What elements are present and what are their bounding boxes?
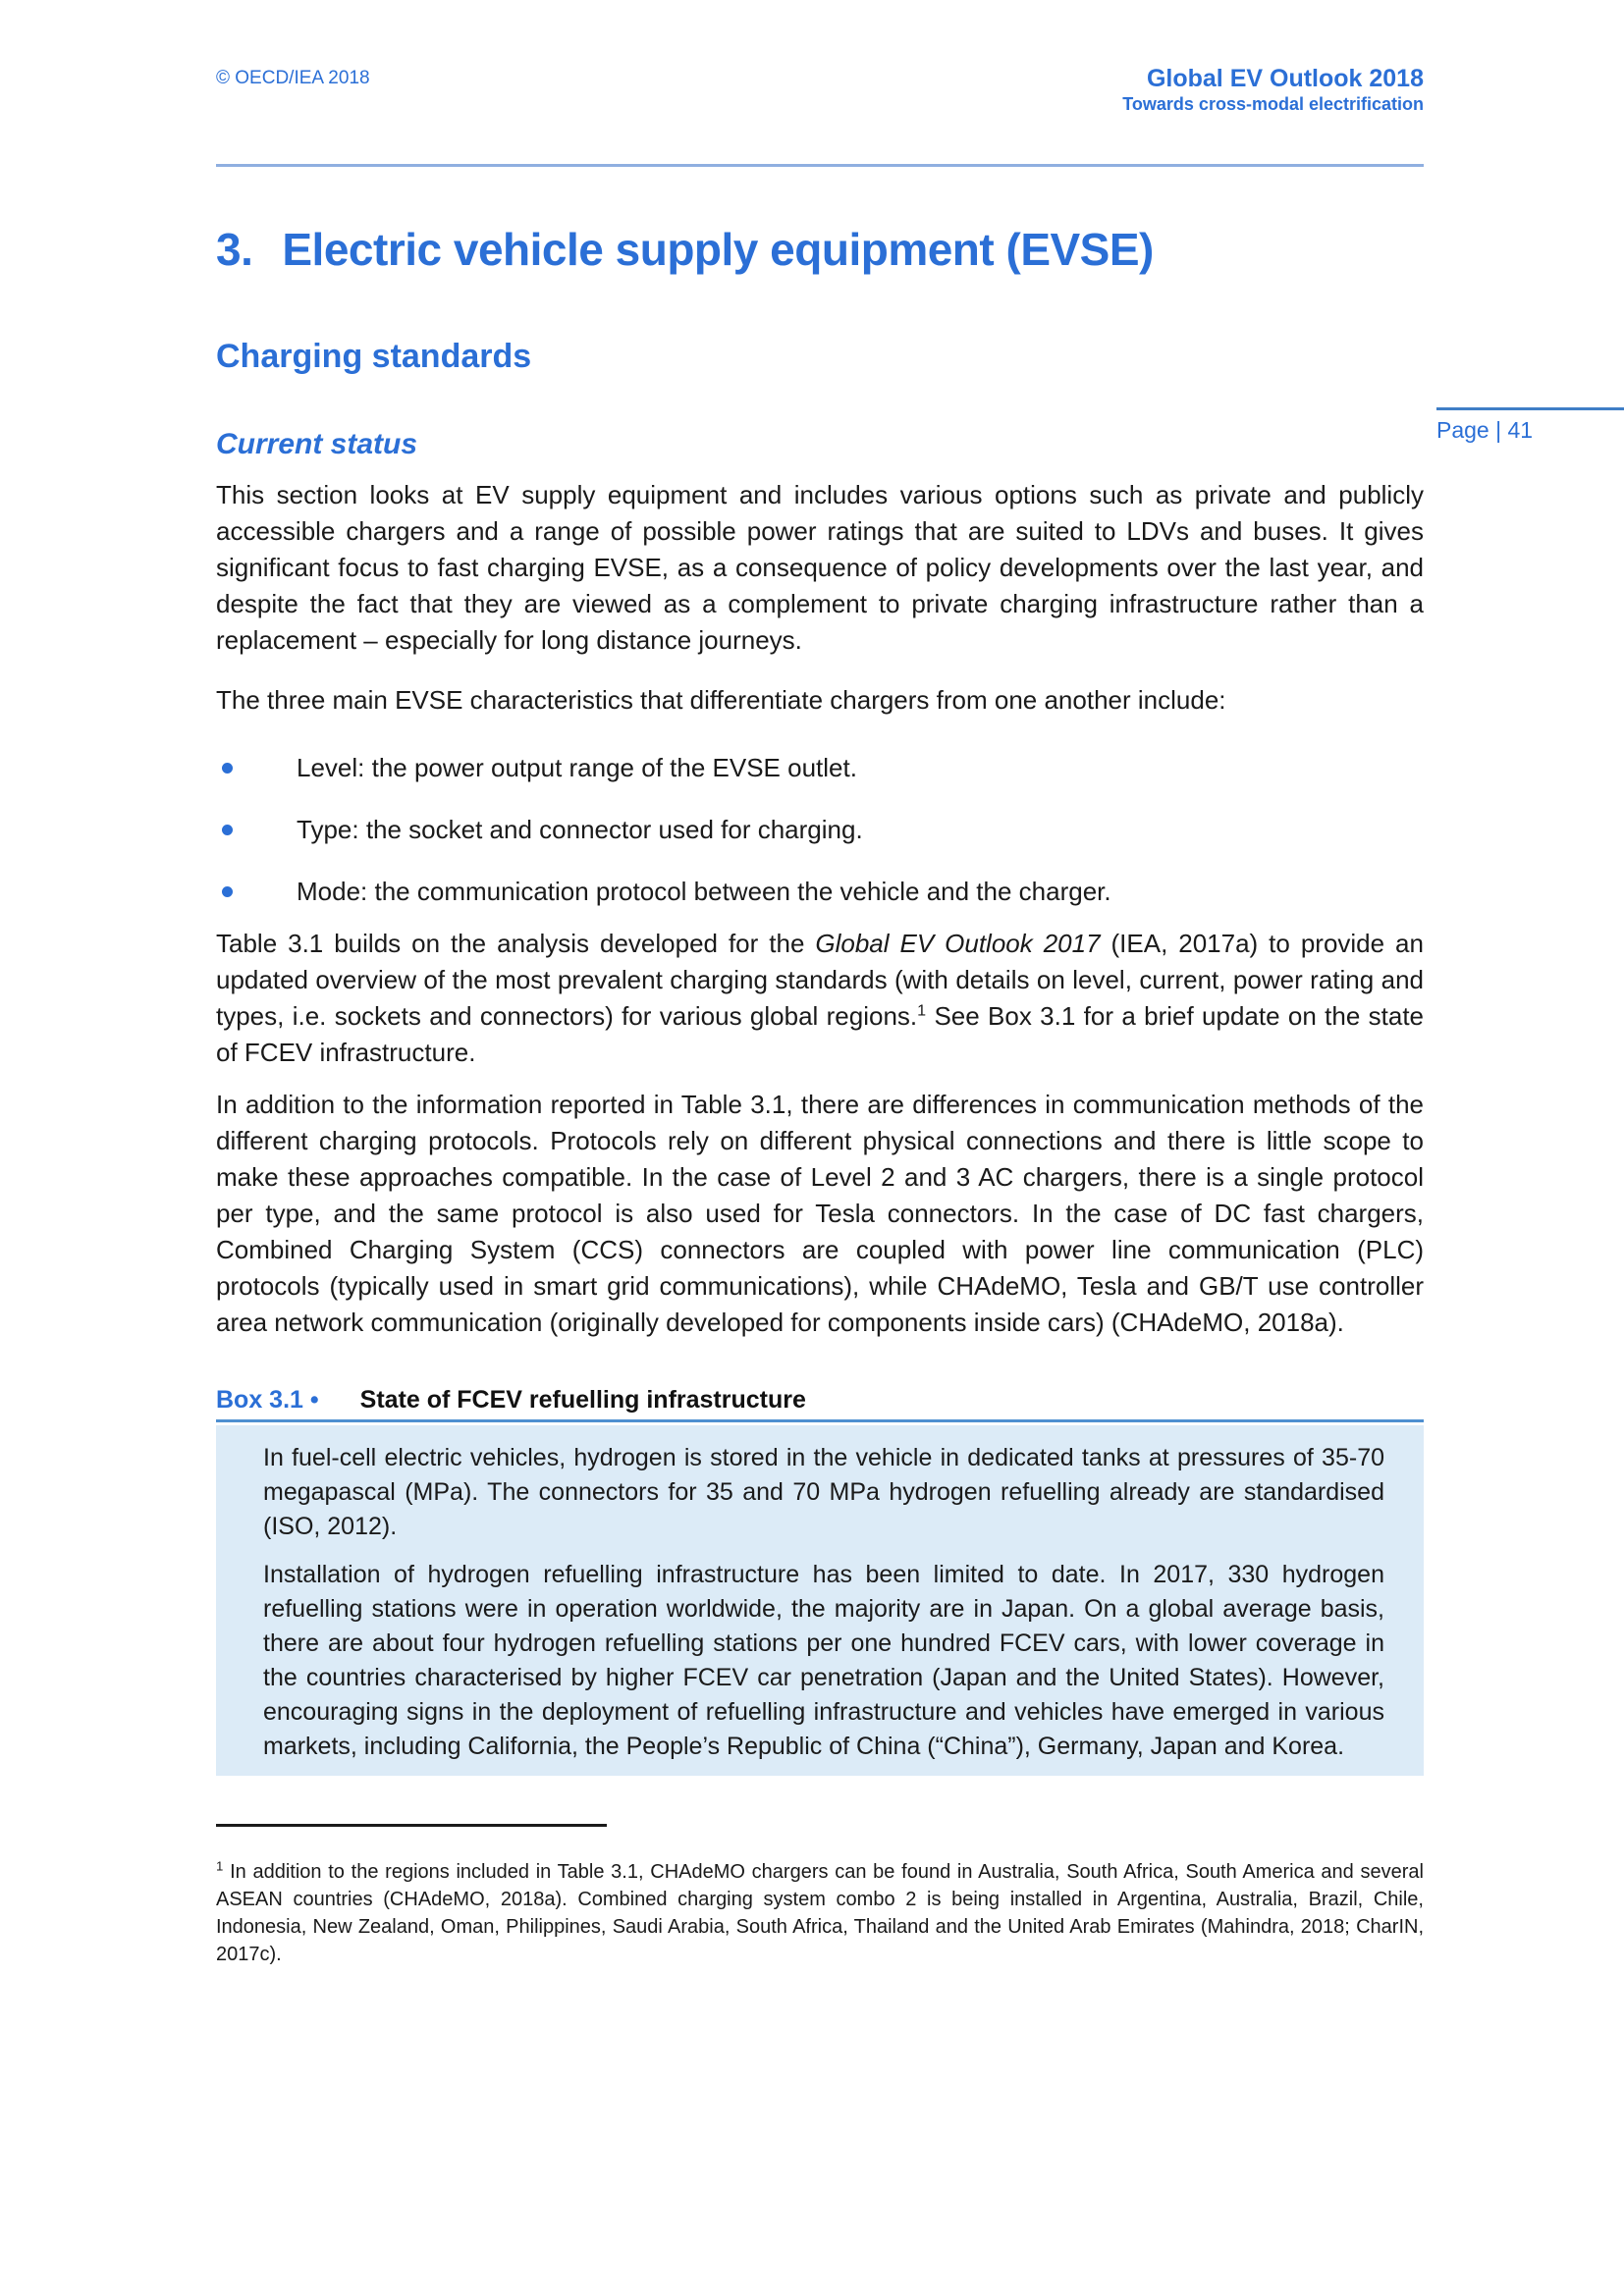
paragraph-table-reference [216, 926, 1424, 1071]
paragraph-communication-protocols: In addition to the information reported in Table 3.1, there are differences in communication methods of the different charging protocols. Protocols rely on different physical connections and there is little scope to make these approaches compatible. In the case of Level 2 and 3 AC chargers, there is a single protocol per type, and the same protocol is also used for Tesla connectors. In the case of DC fast chargers, Combined Charging System (CCS) connectors are coupled with power line communication (PLC) protocols (typically used in smart grid communications), while CHAdeMO, Tesla and GB/T use controller area network communication (originally developed for components inside cars) (CHAdeMO, 2018a). [216, 1090, 1424, 1337]
footnote-text [216, 1858, 1424, 1968]
paragraph-text: (IEA, 2017a) to provide an updated overview of the most prevalent charging standards (with details on level, current, power rating and types, i.e. sockets and connectors) for various global regions. [216, 929, 1424, 1031]
page-number-text: Page | 41 [1436, 417, 1534, 443]
footnote-divider [216, 1824, 607, 1827]
paragraph-section-overview: This section looks at EV supply equipment and includes various options such as private and publicly accessible chargers and a range of possible power ratings that are suited to LDVs and buses. It gives significant focus to fast charging EVSE, as a consequence of policy developments over the last year, and despite the fact that they are viewed as a complement to private charging infrastructure rather than a replacement – especially for long distance journeys. [216, 480, 1424, 655]
list-item-level [216, 750, 1424, 786]
chapter-heading [216, 222, 1424, 277]
info-box-fcev [216, 1425, 1424, 1776]
bullet-icon [222, 763, 233, 774]
paragraph-evse-characteristics-intro: The three main EVSE characteristics that differentiate chargers from one another include: [216, 685, 1226, 715]
report-header-block [1122, 65, 1424, 116]
footnote-marker: 1 [216, 1858, 224, 1874]
list-item-mode [216, 874, 1424, 910]
section-heading: Charging standards [216, 338, 532, 375]
list-item-text: Type: the socket and connector used for charging. [297, 815, 863, 844]
report-title-italic: Global EV Outlook 2017 [815, 929, 1101, 958]
bullet-icon [222, 825, 233, 835]
chapter-title: Electric vehicle supply equipment (EVSE) [282, 224, 1154, 275]
copyright-text: © OECD/IEA 2018 [216, 68, 370, 88]
box-divider [216, 1419, 1424, 1422]
box-paragraph-infrastructure-status: Installation of hydrogen refuelling infrastructure has been limited to date. In 2017, 330 hydrogen refuelling stations were in operation worldwide, the majority are in Japan. On a global average basis, there are about four hydrogen refuelling stations per one hundred FCEV cars, with lower coverage in the countries characterised by higher FCEV car penetration (Japan and the United States). However, encouraging signs in the deployment of refuelling infrastructure and vehicles have emerged in various markets, including California, the People’s Republic of China (“China”), Germany, Japan and Korea. [263, 1561, 1384, 1760]
box-bullet-icon: • [309, 1386, 319, 1414]
chapter-number: 3. [216, 224, 253, 275]
box-heading [216, 1384, 1424, 1415]
page-number-marker [1436, 407, 1624, 444]
list-item-type [216, 812, 1424, 848]
bullet-icon [222, 886, 233, 897]
box-paragraph-hydrogen-storage: In fuel-cell electric vehicles, hydrogen is stored in the vehicle in dedicated tanks at pressures of 35-70 megapascal (MPa). The connectors for 35 and 70 MPa hydrogen refuelling already are standardised (ISO, 2012). [263, 1444, 1384, 1540]
footnote-body: In addition to the regions included in Table 3.1, CHAdeMO chargers can be found in Australia, South Africa, South America and several ASEAN countries (CHAdeMO, 2018a). Combined charging system combo 2 is being installed in Argentina, Australia, Brazil, Chile, Indonesia, New Zealand, Oman, Philippines, Saudi Arabia, South Africa, Thailand and the United Arab Emirates (Mahindra, 2018; CharIN, 2017c). [216, 1861, 1424, 1965]
header-divider [216, 164, 1424, 167]
box-label-text: Box 3.1 [216, 1386, 303, 1414]
box-title: State of FCEV refuelling infrastructure [359, 1386, 806, 1414]
list-item-text: Mode: the communication protocol between the vehicle and the charger. [297, 877, 1111, 906]
evse-characteristics-list [216, 750, 1424, 910]
report-title: Global EV Outlook 2018 [1146, 65, 1424, 92]
list-item-text: Level: the power output range of the EVSE outlet. [297, 753, 857, 782]
paragraph-text: See Box 3.1 for a brief update on the state of FCEV infrastructure. [216, 1001, 1424, 1067]
page-header [216, 65, 1424, 116]
report-subtitle: Towards cross-modal electrification [1122, 94, 1424, 114]
footnote-reference: 1 [917, 1001, 927, 1020]
box-label [216, 1386, 319, 1414]
subsection-heading: Current status [216, 428, 418, 460]
paragraph-text: Table 3.1 builds on the analysis developed for the [216, 929, 816, 958]
